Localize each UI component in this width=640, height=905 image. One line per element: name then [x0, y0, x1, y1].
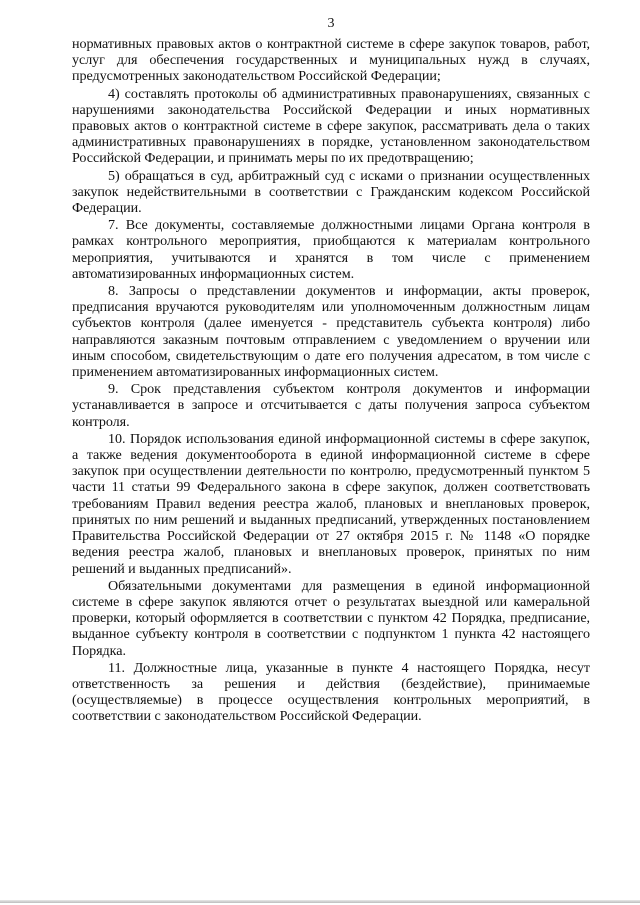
paragraph-10: 10. Порядок использования единой информационной системы в сфере закупок, а также ведения документооборота в единой информационной системе в сфере закупок при осуществлении деятельности по контролю, предусмотренный пунктом 5 части 11 статьи 99 Федерального закона в сфере закупок, должен соответствовать требованиям Правил ведения реестра жалоб, плановых и внеплановых проверок, принятых по ним решений и выданных предписаний, утвержденных постановлением Правительства Российской Федерации от 27 октября 2015 г. № 1148 «О порядке ведения реестра жалоб, плановых и внеплановых проверок, принятых по ним решений и выданных предписаний». — [72, 430, 590, 577]
paragraph-continuation: нормативных правовых актов о контрактной системе в сфере закупок товаров, работ, услуг для обеспечения государственных и муниципальных нужд в случаях, предусмотренных законодательством Российской Федерации; — [72, 36, 590, 85]
paragraph-item-5: 5) обращаться в суд, арбитражный суд с исками о признании осуществленных закупок недействительными в соответствии с Гражданским кодексом Российской Федерации. — [72, 167, 590, 217]
paragraph-8: 8. Запросы о представлении документов и информации, акты проверок, предписания вручаются руководителям или уполномоченным должностным лицам субъектов контроля (далее именуется - представитель субъекта контроля) либо направляются заказным почтовым отправлением с уведомлением о вручении или иным способом, свидетельствующим о дате его получения адресатом, в том числе с применением автоматизированных информационных систем. — [72, 283, 590, 381]
paragraph-9: 9. Срок представления субъектом контроля документов и информации устанавливается в запросе и отсчитывается с даты получения запроса субъектом контроля. — [72, 381, 590, 430]
paragraph-mandatory-documents: Обязательными документами для размещения в единой информационной системе в сфере закупок являются отчет о результатах выездной или камеральной проверки, который оформляется в соответствии с пунктом 42 Порядка, предписание, выданное субъекту контроля в соответствии с подпунктом 1 пункта 42 настоящего Порядка. — [72, 577, 590, 659]
paragraph-7: 7. Все документы, составляемые должностными лицами Органа контроля в рамках контрольного мероприятия, приобщаются к материалам контрольного мероприятия, учитываются и хранятся в том числе с применением автоматизированных информационных систем. — [72, 217, 590, 282]
paragraph-item-4: 4) составлять протоколы об административных правонарушениях, связанных с нарушениями законодательства Российской Федерации и иных нормативных правовых актов о контрактной системе в сфере закупок, рассматривать дела о таких административных правонарушениях в порядке, установленном законодательством Российской Федерации, и принимать меры по их предотвращению; — [72, 85, 590, 167]
paragraph-11: 11. Должностные лица, указанные в пункте 4 настоящего Порядка, несут ответственность за решения и действия (бездействие), принимаемые (осуществляемые) в процессе осуществления контрольных мероприятий, в соответствии с законодательством Российской Федерации. — [72, 659, 590, 725]
page-number: 3 — [327, 16, 335, 31]
page-bottom-edge — [0, 900, 640, 903]
